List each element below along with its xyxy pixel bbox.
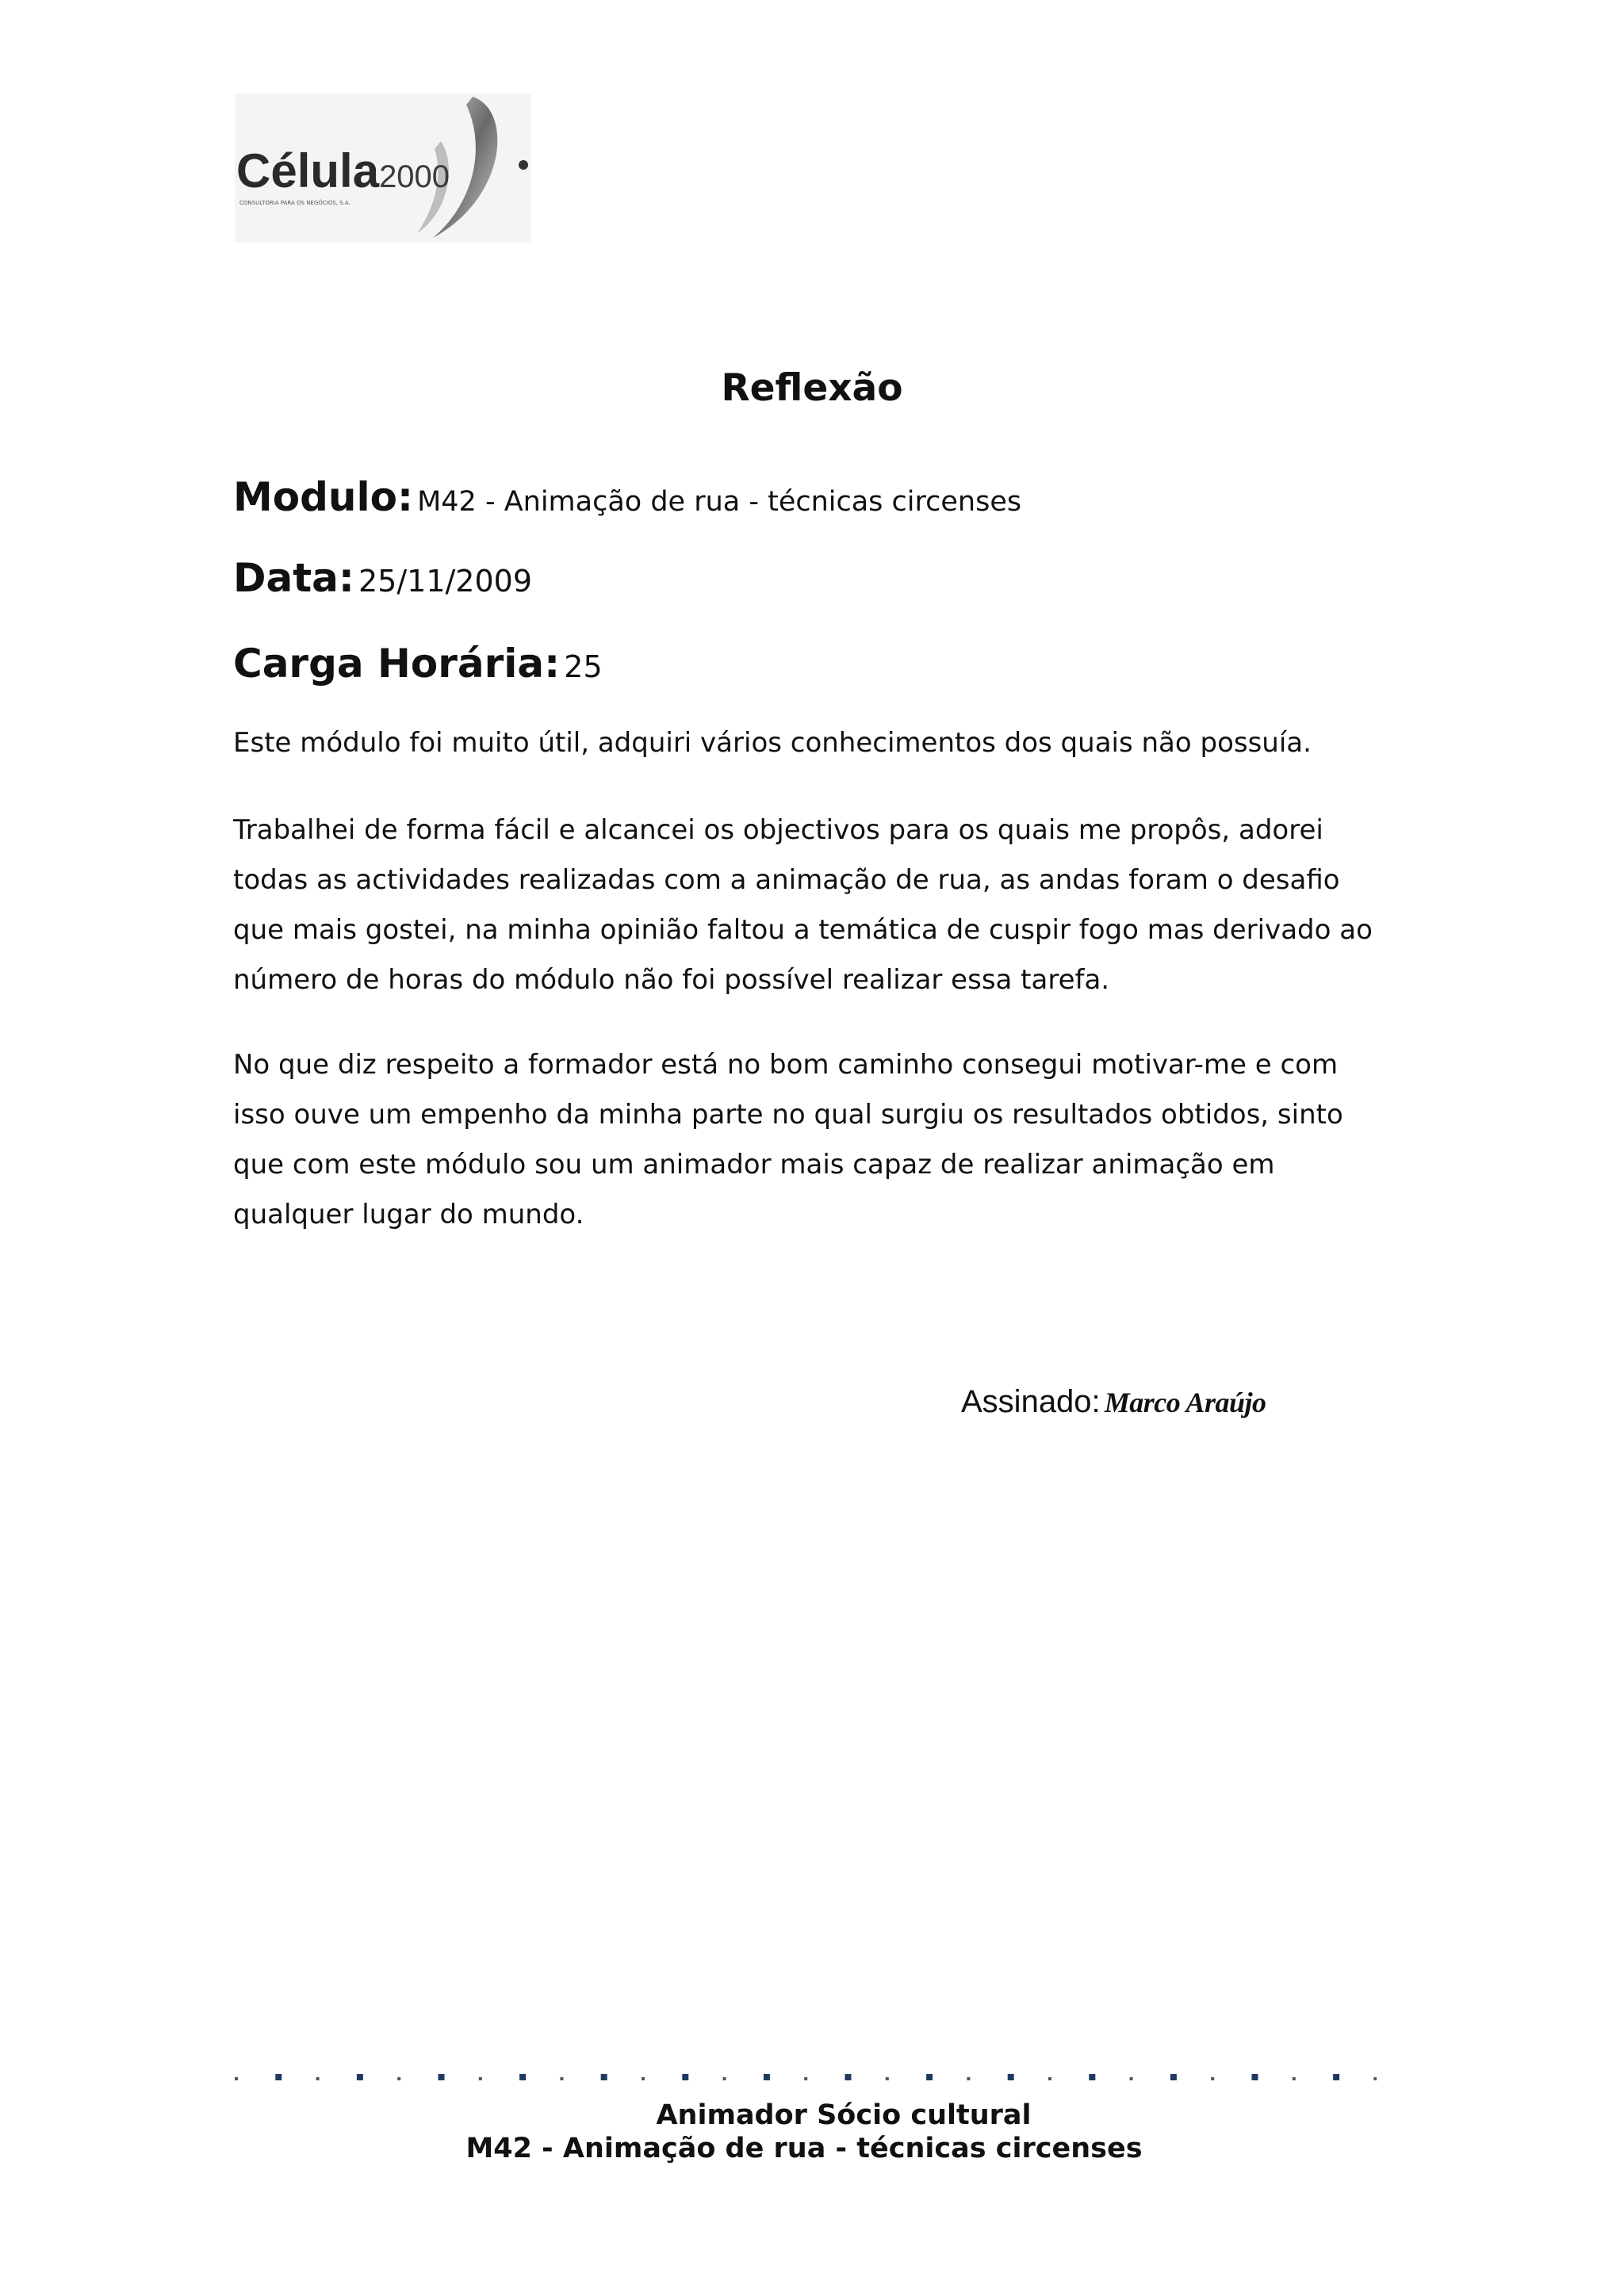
footer-module-name: M42 - Animação de rua - técnicas circenses <box>465 2133 1143 2164</box>
footer-divider-dot <box>519 2074 526 2080</box>
footer-divider-dot <box>439 2074 445 2080</box>
footer-divider-dot <box>967 2077 970 2080</box>
logo-tagline: CONSULTORIA PARA OS NEGÓCIOS, S.A. <box>239 200 350 206</box>
logo-dot <box>519 160 528 170</box>
workload-line <box>233 641 603 687</box>
footer-divider-dot <box>560 2077 563 2080</box>
signature-name: Marco Araújo <box>1104 1387 1266 1418</box>
paragraph-line: número de horas do módulo não foi possível realizar essa tarefa. <box>233 964 1110 996</box>
paragraph-line: Este módulo foi muito útil, adquiri vários conhecimentos dos quais não possuía. <box>233 727 1312 759</box>
workload-value: 25 <box>564 649 603 684</box>
footer-divider-dot <box>845 2074 852 2080</box>
footer-divider-dot <box>886 2077 889 2080</box>
footer-divider-dot <box>926 2074 933 2080</box>
footer-divider-dot <box>275 2074 282 2080</box>
signature-block <box>961 1384 1266 1420</box>
footer-divider-dot <box>1048 2077 1051 2080</box>
date-line <box>233 555 532 601</box>
footer-divider-dot <box>1008 2074 1014 2080</box>
paragraph-line: Trabalhei de forma fácil e alcancei os objectivos para os quais me propôs, adorei <box>233 814 1323 846</box>
logo-wordmark: Célula2000 <box>236 144 450 197</box>
paragraph-trainer <box>233 1040 1407 1240</box>
date-value: 25/11/2009 <box>358 564 533 599</box>
footer-divider-dot <box>764 2074 770 2080</box>
paragraph-line: todas as actividades realizadas com a animação de rua, as andas foram o desafio <box>233 864 1340 896</box>
workload-label: Carga Horária: <box>233 641 561 687</box>
footer-divider-dot <box>1333 2074 1339 2080</box>
footer-divider-dot <box>682 2074 688 2080</box>
modulo-label: Modulo: <box>233 474 413 520</box>
footer-divider-dot <box>1211 2077 1214 2080</box>
modulo-value: M42 - Animação de rua - técnicas circenses <box>417 486 1022 518</box>
paragraph-line: isso ouve um empenho da minha parte no qual surgiu os resultados obtidos, sinto <box>233 1099 1343 1131</box>
document-title: Reflexão <box>721 366 903 410</box>
date-label: Data: <box>233 555 354 601</box>
footer-divider-dot <box>397 2077 400 2080</box>
footer-divider-dot <box>1170 2074 1177 2080</box>
paragraph-line: No que diz respeito a formador está no bom caminho consegui motivar-me e com <box>233 1049 1339 1081</box>
footer-dotted-divider <box>235 2072 1377 2084</box>
company-logo <box>235 94 531 243</box>
paragraph-activities <box>233 806 1407 1005</box>
footer-divider-dot <box>1293 2077 1296 2080</box>
footer-divider-dot <box>1089 2074 1095 2080</box>
footer-divider-dot <box>235 2077 238 2080</box>
footer-course-name: Animador Sócio cultural <box>656 2099 1032 2131</box>
footer-divider-dot <box>1373 2077 1377 2080</box>
footer-divider-dot <box>642 2077 645 2080</box>
footer-divider-dot <box>1252 2074 1258 2080</box>
footer-divider-dot <box>804 2077 807 2080</box>
footer-divider-dot <box>1130 2077 1133 2080</box>
footer-divider-dot <box>479 2077 482 2080</box>
footer-divider-dot <box>723 2077 726 2080</box>
paragraph-line: que com este módulo sou um animador mais capaz de realizar animação em <box>233 1149 1275 1181</box>
logo-graphic <box>235 94 531 243</box>
paragraph-intro <box>233 718 1407 768</box>
footer-divider-dot <box>601 2074 607 2080</box>
footer-divider-dot <box>316 2077 320 2080</box>
signature-label: Assinado: <box>961 1384 1101 1419</box>
modulo-line <box>233 474 1021 520</box>
paragraph-line: que mais gostei, na minha opinião faltou a temática de cuspir fogo mas derivado ao <box>233 914 1373 946</box>
paragraph-line: qualquer lugar do mundo. <box>233 1199 584 1230</box>
footer-divider-dot <box>357 2074 363 2080</box>
